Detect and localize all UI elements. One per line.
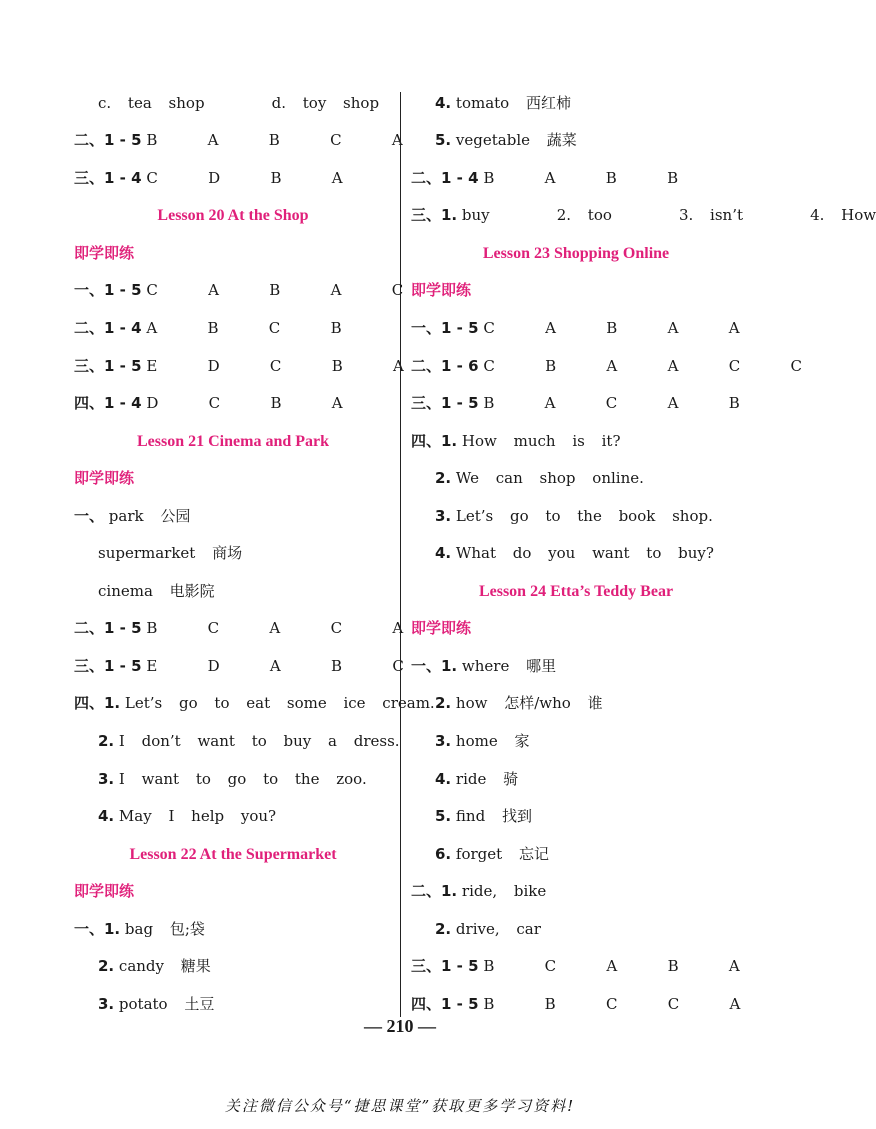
answer-text: home 家 (455, 732, 530, 750)
answer-line (411, 991, 740, 1017)
answer-line (98, 953, 211, 979)
item-number: 三、1. (411, 206, 458, 224)
item-number: 5. (435, 807, 452, 825)
practice-label: 即学即练 (74, 244, 135, 262)
answer-line (435, 465, 644, 491)
answer-text: E D C B A (146, 357, 404, 375)
answer-text: B C A B A (483, 957, 740, 975)
item-number: 2. (98, 732, 115, 750)
lesson-title: Lesson 21 Cinema and Park (136, 433, 330, 450)
item-number: 2. (435, 920, 452, 938)
item-number: 二、1 - 5 (74, 619, 142, 637)
practice-label: 即学即练 (74, 469, 135, 487)
answer-text: c. tea shop d. toy shop (98, 94, 380, 112)
answer-line (74, 615, 403, 641)
answer-text: where 哪里 (461, 657, 557, 675)
item-number: 4. (98, 807, 115, 825)
practice-label: 即学即练 (74, 882, 135, 900)
item-number: 3. (435, 732, 452, 750)
answer-line (435, 690, 603, 716)
answer-line (74, 277, 403, 303)
item-number: 四、1. (74, 694, 121, 712)
answer-text: B A C A B (483, 394, 740, 412)
item-number: 2. (435, 469, 452, 487)
answer-text: Let’s go to the book shop. (455, 507, 713, 525)
answer-text: I don’t want to buy a dress. (118, 732, 400, 750)
answer-line (411, 165, 678, 191)
item-number: 6. (435, 845, 452, 863)
practice-heading (411, 615, 471, 641)
answer-line (74, 127, 403, 153)
answer-text: How much is it? (461, 432, 621, 450)
item-number: 二、1 - 6 (411, 357, 479, 375)
answer-text: forget 忘记 (455, 845, 549, 863)
answer-line (435, 127, 577, 153)
item-number: 四、1 - 5 (411, 995, 479, 1013)
answer-text: B A B B (483, 169, 679, 187)
lesson-heading (74, 841, 392, 867)
answer-line (435, 728, 529, 754)
item-number: 二、1 - 4 (411, 169, 479, 187)
item-number: 3. (435, 507, 452, 525)
answer-line (411, 953, 740, 979)
answer-text: What do you want to buy? (455, 544, 714, 562)
answer-text: how 怎样/who 谁 (455, 694, 603, 712)
answer-text: May I help you? (118, 807, 277, 825)
item-number: 4. (435, 94, 452, 112)
lesson-heading (74, 202, 392, 228)
lesson-heading (411, 578, 741, 604)
practice-heading (74, 240, 134, 266)
item-number: 二、1. (411, 882, 458, 900)
answer-line (411, 390, 740, 416)
lesson-heading (74, 428, 392, 454)
item-number: 四、1 - 4 (74, 394, 142, 412)
lesson-title: Lesson 20 At the Shop (157, 207, 309, 224)
answer-line (98, 728, 400, 754)
answer-line (74, 165, 343, 191)
answer-line (411, 315, 740, 341)
answer-text: park 公园 (108, 507, 191, 525)
answer-line (98, 991, 214, 1017)
answer-text: B B C C A (483, 995, 741, 1013)
answer-text: drive, car (455, 920, 541, 938)
answer-text: E D A B C (146, 657, 404, 675)
answer-line (98, 803, 276, 829)
footer-note: 关注微信公众号“捷思课堂”获取更多学习资料! (224, 1097, 576, 1115)
answer-text: We can shop online. (455, 469, 644, 487)
answer-line (411, 878, 546, 904)
item-number: 3. (98, 995, 115, 1013)
item-number: 5. (435, 131, 452, 149)
item-number: 三、1 - 4 (74, 169, 142, 187)
answer-line (98, 578, 215, 604)
practice-label: 即学即练 (411, 619, 472, 637)
answer-text: potato 土豆 (118, 995, 215, 1013)
answer-line (411, 202, 876, 228)
item-number: 4. (435, 544, 452, 562)
practice-heading (411, 277, 471, 303)
item-number: 三、1 - 5 (74, 657, 142, 675)
answer-line (435, 503, 713, 529)
lesson-heading (411, 240, 741, 266)
answer-text: candy 糖果 (118, 957, 211, 975)
answer-line (74, 916, 205, 942)
answer-line (74, 503, 190, 529)
answer-line (74, 353, 404, 379)
answer-line (411, 428, 621, 454)
answer-line (435, 916, 541, 942)
item-number: 一、1. (411, 657, 458, 675)
item-number: 四、1. (411, 432, 458, 450)
answer-text: find 找到 (455, 807, 532, 825)
item-number: 一、1 - 5 (74, 281, 142, 299)
answer-text: vegetable 蔬菜 (455, 131, 577, 149)
answer-line (74, 390, 343, 416)
answer-line (98, 766, 367, 792)
answer-text: C A B A A (483, 319, 740, 337)
answer-line (74, 653, 404, 679)
answer-text: tomato 西红柿 (455, 94, 571, 112)
item-number: 4. (435, 770, 452, 788)
answer-text: C B A A C C (483, 357, 802, 375)
item-number: 2. (98, 957, 115, 975)
item-number: 二、1 - 4 (74, 319, 142, 337)
answer-text: ride 骑 (455, 770, 519, 788)
answer-line (74, 315, 342, 341)
answer-text: B C A C A (146, 619, 404, 637)
item-number: 二、1 - 5 (74, 131, 142, 149)
practice-heading (74, 465, 134, 491)
answer-text: bag 包;袋 (124, 920, 205, 938)
lesson-title: Lesson 24 Etta’s Teddy Bear (478, 583, 674, 600)
answer-text: I want to go to the zoo. (118, 770, 367, 788)
answer-text: supermarket 商场 (98, 544, 243, 562)
page-number: — 210 — (364, 1016, 436, 1036)
item-number: 3. (98, 770, 115, 788)
answer-line (435, 803, 532, 829)
answer-line (98, 540, 242, 566)
answer-line (98, 90, 379, 116)
answer-text: Let’s go to eat some ice cream. (124, 694, 435, 712)
answer-line (435, 540, 714, 566)
item-number: 三、1 - 5 (411, 394, 479, 412)
item-number: 2. (435, 694, 452, 712)
answer-line (411, 353, 802, 379)
item-number: 三、1 - 5 (411, 957, 479, 975)
answer-line (74, 690, 435, 716)
answer-text: C A B A C (146, 281, 404, 299)
item-number: 一、 (74, 507, 105, 525)
practice-heading (74, 878, 134, 904)
answer-line (435, 841, 549, 867)
answer-text: cinema 电影院 (98, 582, 215, 600)
lesson-title: Lesson 23 Shopping Online (482, 245, 670, 262)
answer-text: D C B A (146, 394, 343, 412)
item-number: 三、1 - 5 (74, 357, 142, 375)
lesson-title: Lesson 22 At the Supermarket (129, 846, 337, 863)
item-number: 一、1 - 5 (411, 319, 479, 337)
answer-text: A B C B (146, 319, 342, 337)
answer-line (435, 90, 571, 116)
answer-line (435, 766, 518, 792)
item-number: 一、1. (74, 920, 121, 938)
answer-text: C D B A (146, 169, 343, 187)
column-divider (400, 92, 401, 1017)
answer-line (411, 653, 556, 679)
practice-label: 即学即练 (411, 281, 472, 299)
answer-text: buy 2. too 3. isn’t 4. How (461, 206, 876, 224)
answer-text: ride, bike (461, 882, 547, 900)
answer-text: B A B C A (146, 131, 403, 149)
